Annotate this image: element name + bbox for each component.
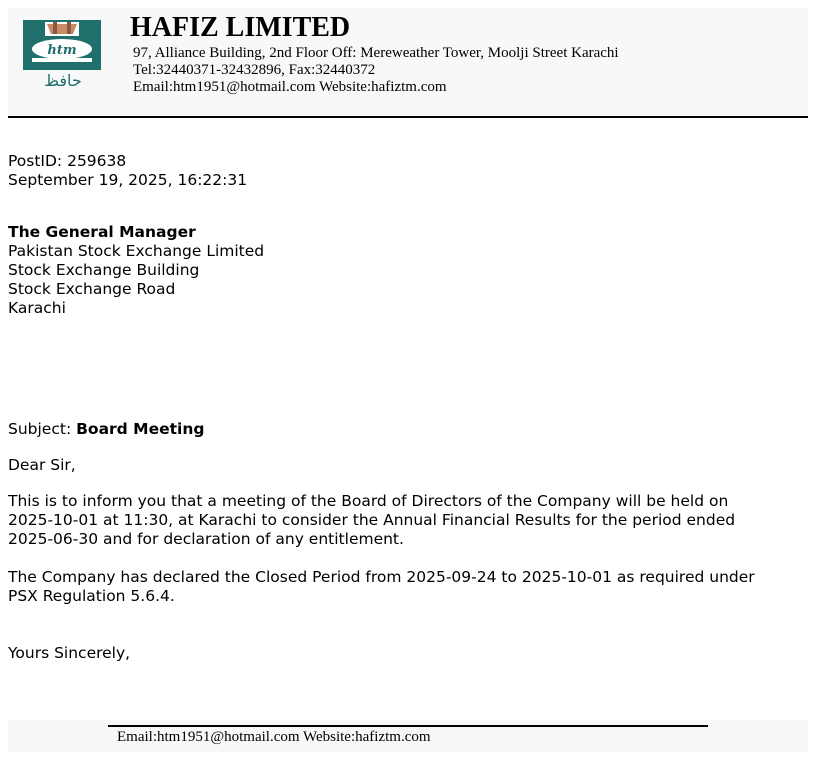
header-divider <box>8 116 808 118</box>
letterhead <box>8 8 808 116</box>
paragraph-line: 2025-06-30 and for declaration of any entitlement. <box>8 530 404 548</box>
company-logo-icon <box>23 20 101 88</box>
recipient-line: Stock Exchange Road <box>8 280 176 298</box>
logo-script-text: حافظ <box>44 71 82 88</box>
closing: Yours Sincerely, <box>8 644 131 662</box>
letter-footer <box>8 720 808 752</box>
company-name: HAFIZ LIMITED <box>130 12 351 43</box>
logo-htm-text: htm <box>47 43 77 58</box>
paragraph-line: 2025-10-01 at 11:30, at Karachi to consider the Annual Financial Results for the period ended <box>8 511 736 529</box>
subject-label: Subject: <box>8 420 72 438</box>
footer-divider <box>108 725 708 727</box>
subject-line <box>8 420 204 439</box>
body-paragraph-2 <box>8 568 755 606</box>
recipient-line: Pakistan Stock Exchange Limited <box>8 242 265 260</box>
paragraph-line: This is to inform you that a meeting of the Board of Directors of the Company will be held on <box>8 492 729 510</box>
paragraph-line: PSX Regulation 5.6.4. <box>8 587 175 605</box>
body-paragraph-1 <box>8 492 735 549</box>
recipient-title: The General Manager <box>8 223 196 241</box>
salutation: Dear Sir, <box>8 456 76 474</box>
footer-contact: Email:htm1951@hotmail.com Website:hafiztm.com <box>117 729 431 745</box>
post-timestamp: September 19, 2025, 16:22:31 <box>8 171 248 189</box>
subject-text: Board Meeting <box>76 420 205 438</box>
company-address: 97, Alliance Building, 2nd Floor Off: Mereweather Tower, Moolji Street Karachi <box>133 45 619 61</box>
recipient-line: Stock Exchange Building <box>8 261 200 279</box>
company-email-website: Email:htm1951@hotmail.com Website:hafiztm.com <box>133 79 447 95</box>
recipient-line: Karachi <box>8 299 66 317</box>
paragraph-line: The Company has declared the Closed Period from 2025-09-24 to 2025-10-01 as required under <box>8 568 755 586</box>
post-id: PostID: 259638 <box>8 152 127 170</box>
recipient-block <box>8 223 264 318</box>
company-phone-fax: Tel:32440371-32432896, Fax:32440372 <box>133 62 376 78</box>
